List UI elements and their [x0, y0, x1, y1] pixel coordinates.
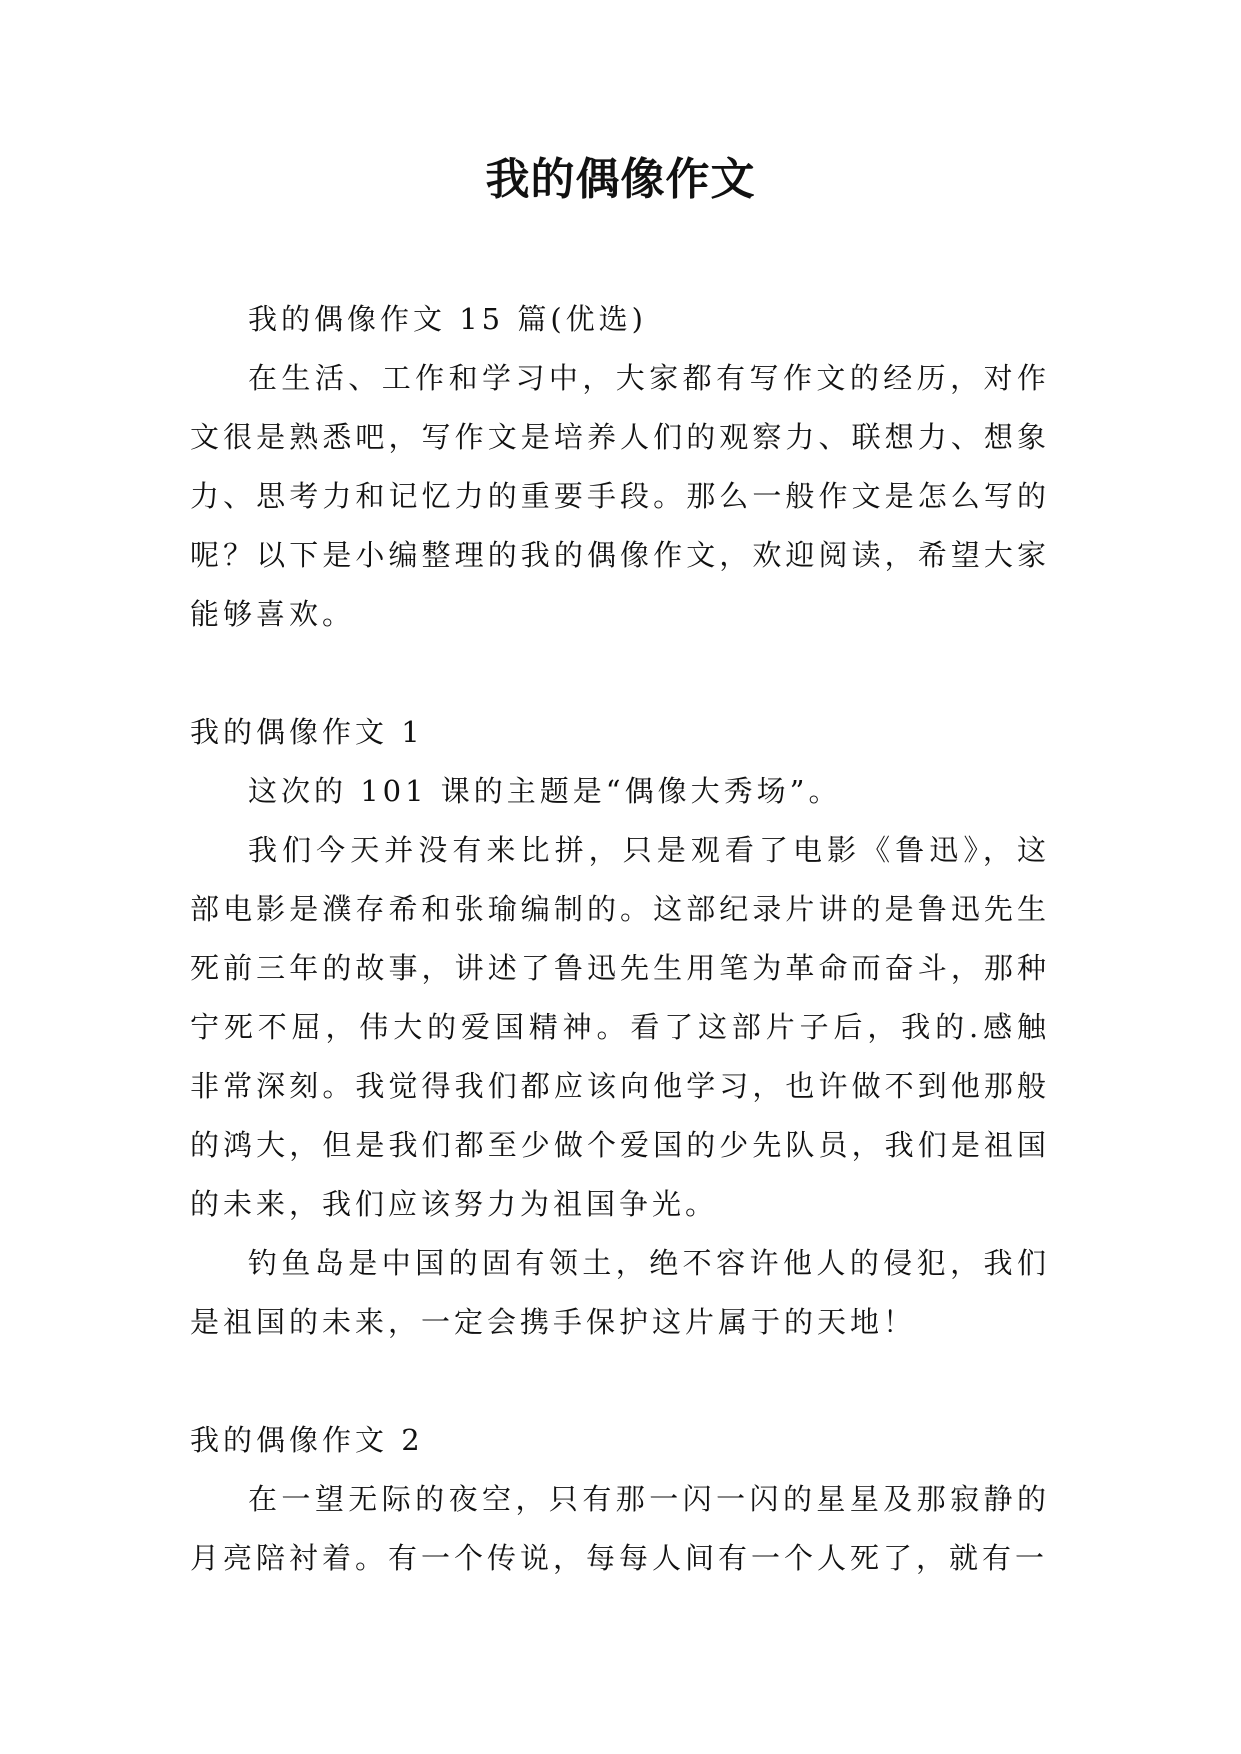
section-gap: [190, 644, 1050, 703]
document-body: [190, 290, 1050, 1588]
section-heading: 我的偶像作文 1: [190, 715, 424, 749]
section-heading: 我的偶像作文 2: [190, 1423, 424, 1457]
essay-paragraph: 这次的 101 课的主题是“偶像大秀场”。: [248, 774, 842, 808]
intro-paragraph: 在生活、工作和学习中，大家都有写作文的经历，对作文很是熟悉吧，写作文是培养人们的观察力、联想力、想象力、思考力和记忆力的重要手段。那么一般作文是怎么写的呢？以下是小编整理的我的偶像作文，欢迎阅读，希望大家能够喜欢。: [190, 361, 1050, 631]
essay-paragraph: 钓鱼岛是中国的固有领土，绝不容许他人的侵犯，我们是祖国的未来，一定会携手保护这片属于的天地！: [190, 1246, 1050, 1339]
essay-paragraph: 在一望无际的夜空，只有那一闪一闪的星星及那寂静的月亮陪衬着。有一个传说，每每人间有一个人死了，就有一: [190, 1482, 1050, 1575]
section-gap: [190, 1352, 1050, 1411]
essay-section-1: [190, 703, 1050, 1352]
document-subtitle: 我的偶像作文 15 篇(优选): [248, 302, 647, 336]
essay-section-2: [190, 1411, 1050, 1588]
essay-paragraph: 我们今天并没有来比拼，只是观看了电影《鲁迅》，这部电影是濮存希和张瑜编制的。这部纪录片讲的是鲁迅先生死前三年的故事，讲述了鲁迅先生用笔为革命而奋斗，那种宁死不屈，伟大的爱国精神。看了这部片子后，我的.感触非常深刻。我觉得我们都应该向他学习，也许做不到他那般的鸿大，但是我们都至少做个爱国的少先队员，我们是祖国的未来，我们应该努力为祖国争光。: [190, 833, 1050, 1221]
document-title: 我的偶像作文: [485, 154, 756, 205]
